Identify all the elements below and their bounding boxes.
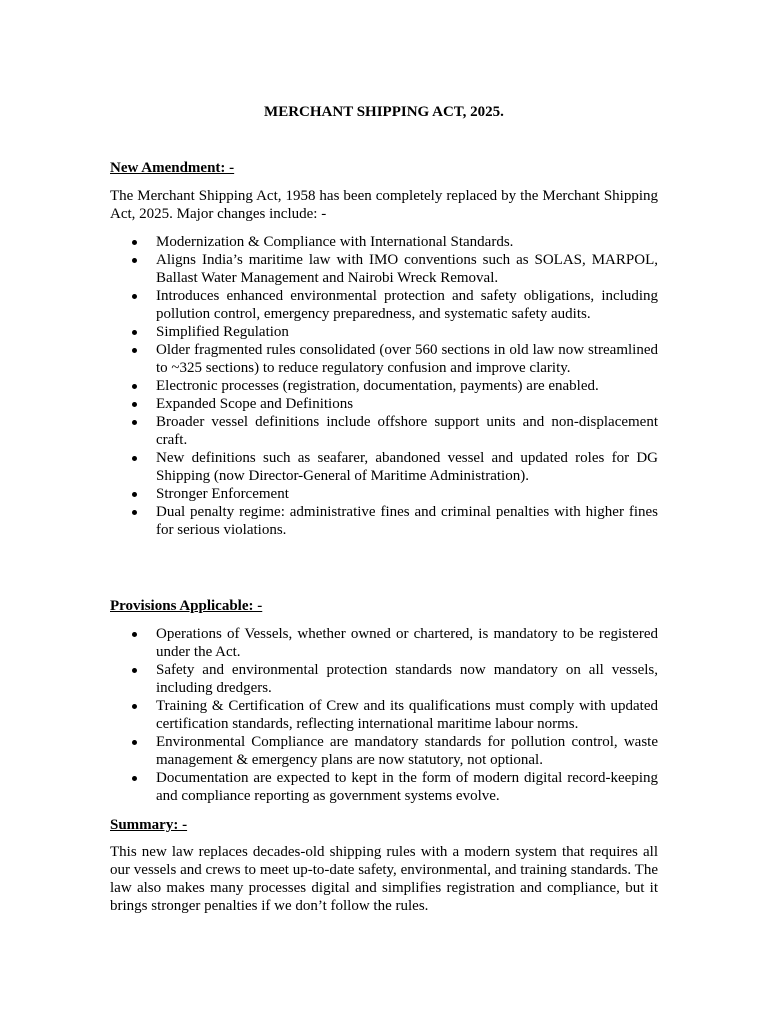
document-title: MERCHANT SHIPPING ACT, 2025.	[264, 104, 504, 120]
provisions-applicable-heading: Provisions Applicable: -	[110, 598, 263, 614]
list-item	[110, 503, 658, 539]
provisions-bullet-list	[110, 625, 658, 805]
list-item	[110, 733, 658, 769]
list-item	[110, 251, 658, 287]
list-item-text: Expanded Scope and Definitions	[156, 396, 354, 412]
summary-heading: Summary: -	[110, 817, 188, 833]
bullet-icon	[132, 294, 137, 299]
list-item-text: New definitions such as seafarer, abandoned vessel and updated roles for DG Shipping (now Director-General of Maritime Administration).	[156, 450, 658, 484]
bullet-icon	[132, 632, 137, 637]
bullet-icon	[132, 330, 137, 335]
bullet-icon	[132, 510, 137, 515]
list-item-text: Broader vessel definitions include offshore support units and non-displacement craft.	[156, 414, 658, 448]
list-item-text: Modernization & Compliance with International Standards.	[156, 234, 514, 250]
list-item	[110, 323, 658, 341]
bullet-icon	[132, 492, 137, 497]
bullet-icon	[132, 776, 137, 781]
list-item-text: Operations of Vessels, whether owned or chartered, is mandatory to be registered under the Act.	[156, 626, 658, 660]
list-item	[110, 769, 658, 805]
list-item	[110, 413, 658, 449]
list-item-text: Electronic processes (registration, documentation, payments) are enabled.	[156, 378, 599, 394]
list-item-text: Safety and environmental protection standards now mandatory on all vessels, including dredgers.	[156, 662, 658, 696]
list-item	[110, 233, 658, 251]
list-item-text: Documentation are expected to kept in the form of modern digital record-keeping and compliance reporting as government systems evolve.	[156, 770, 658, 804]
list-item	[110, 485, 658, 503]
bullet-icon	[132, 668, 137, 673]
list-item	[110, 395, 658, 413]
list-item	[110, 287, 658, 323]
list-item-text: Older fragmented rules consolidated (over 560 sections in old law now streamlined to ~325 sections) to reduce regulatory confusion and improve clarity.	[156, 342, 658, 376]
bullet-icon	[132, 402, 137, 407]
bullet-icon	[132, 240, 137, 245]
list-item-text: Aligns India’s maritime law with IMO conventions such as SOLAS, MARPOL, Ballast Water Management and Nairobi Wreck Removal.	[156, 252, 658, 286]
list-item	[110, 341, 658, 377]
summary-paragraph: This new law replaces decades-old shipping rules with a modern system that requires all our vessels and crews to meet up-to-date safety, environmental, and training standards. The law also makes many processes digital and simplifies registration and compliance, but it brings stronger penalties if we don’t follow the rules.	[110, 844, 658, 914]
list-item-text: Environmental Compliance are mandatory standards for pollution control, waste management & emergency plans are now statutory, not optional.	[156, 734, 658, 768]
bullet-icon	[132, 420, 137, 425]
new-amendment-heading: New Amendment: -	[110, 160, 235, 176]
bullet-icon	[132, 384, 137, 389]
bullet-icon	[132, 348, 137, 353]
amendment-intro-paragraph: The Merchant Shipping Act, 1958 has been completely replaced by the Merchant Shipping Act, 2025. Major changes include: -	[110, 188, 658, 222]
list-item-text: Training & Certification of Crew and its qualifications must comply with updated certification standards, reflecting international maritime labour norms.	[156, 698, 658, 732]
bullet-icon	[132, 740, 137, 745]
bullet-icon	[132, 258, 137, 263]
list-item	[110, 625, 658, 661]
list-item-text: Introduces enhanced environmental protection and safety obligations, including pollution control, emergency preparedness, and systematic safety audits.	[156, 288, 658, 322]
list-item	[110, 377, 658, 395]
list-item	[110, 697, 658, 733]
list-item-text: Simplified Regulation	[156, 324, 289, 340]
bullet-icon	[132, 704, 137, 709]
list-item	[110, 449, 658, 485]
list-item	[110, 661, 658, 697]
bullet-icon	[132, 456, 137, 461]
list-item-text: Dual penalty regime: administrative fines and criminal penalties with higher fines for serious violations.	[156, 504, 658, 538]
list-item-text: Stronger Enforcement	[156, 486, 289, 502]
amendment-bullet-list	[110, 233, 658, 539]
